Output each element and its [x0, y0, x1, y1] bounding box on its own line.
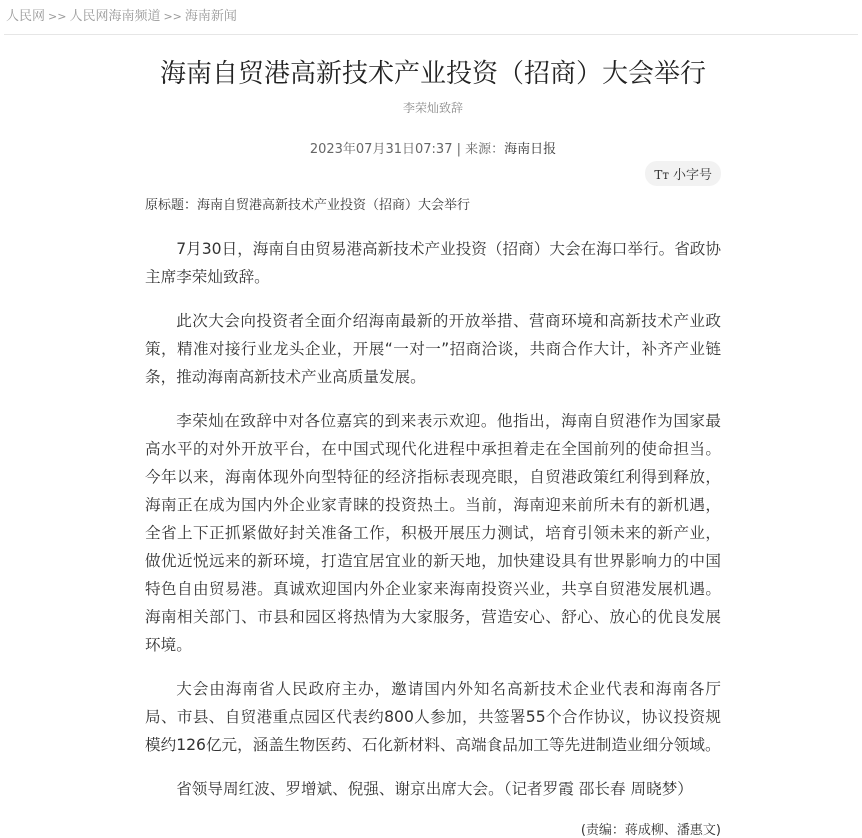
- article-tools: [145, 161, 721, 185]
- original-title: 原标题：海南自贸港高新技术产业投资（招商）大会举行: [145, 198, 471, 213]
- article-meta: [145, 138, 721, 157]
- article: [145, 56, 721, 838]
- paragraph: 7月30日，海南自由贸易港高新技术产业投资（招商）大会在海口举行。省政协主席李荣灿致辞。: [145, 240, 721, 286]
- breadcrumb-link-people[interactable]: 人民网: [6, 9, 46, 24]
- article-body: [145, 235, 721, 803]
- font-size-icon: Tт: [654, 168, 669, 182]
- breadcrumb-link-hainan-news[interactable]: 海南新闻: [184, 9, 237, 24]
- breadcrumb: [6, 5, 237, 24]
- source-label: 来源：: [465, 142, 505, 157]
- editor-credit: (责编：蒋成柳、潘惠文): [580, 823, 721, 838]
- font-size-label: 小字号: [672, 168, 712, 183]
- paragraph: 省领导周红波、罗增斌、倪强、谢京出席大会。（记者罗霞 邵长春 周晓梦）: [176, 780, 693, 798]
- divider: [4, 34, 858, 35]
- breadcrumb-link-hainan-channel[interactable]: 人民网海南频道: [69, 9, 161, 24]
- breadcrumb-separator: >>: [48, 10, 67, 23]
- paragraph: 李荣灿在致辞中对各位嘉宾的到来表示欢迎。他指出，海南自贸港作为国家最高水平的对外开放平台，在中国式现代化进程中承担着走在全国前列的使命担当。今年以来，海南体现外向型特征的经济指标表现亮眼，自贸港政策红利得到释放，海南正在成为国内外企业家青睐的投资热土。当前，海南迎来前所未有的新机遇，全省上下正抓紧做好封关准备工作，积极开展压力测试，培育引领未来的新产业，做优近悦远来的新环境，打造宜居宜业的新天地，加快建设具有世界影响力的中国特色自由贸易港。真诚欢迎国内外企业家来海南投资兴业，共享自贸港发展机遇。海南相关部门、市县和园区将热情为大家服务，营造安心、舒心、放心的优良发展环境。: [145, 412, 721, 654]
- breadcrumb-separator: >>: [163, 10, 182, 23]
- source-link[interactable]: 海南日报: [504, 142, 557, 157]
- page-title: 海南自贸港高新技术产业投资（招商）大会举行: [159, 59, 706, 89]
- article-subtitle: 李荣灿致辞: [402, 101, 463, 115]
- font-size-button[interactable]: [645, 161, 721, 186]
- paragraph: 大会由海南省人民政府主办，邀请国内外知名高新技术企业代表和海南各厅局、市县、自贸港重点园区代表约800人参加，共签署55个合作协议，协议投资规模约126亿元，涵盖生物医药、石化新材料、高端食品加工等先进制造业细分领域。: [145, 680, 721, 754]
- paragraph: 此次大会向投资者全面介绍海南最新的开放举措、营商环境和高新技术产业政策，精准对接行业龙头企业，开展“一对一”招商洽谈，共商合作大计，补齐产业链条，推动海南高新技术产业高质量发展。: [145, 312, 721, 386]
- meta-separator: |: [456, 142, 466, 157]
- publish-datetime: 2023年07月31日07:37: [309, 142, 453, 157]
